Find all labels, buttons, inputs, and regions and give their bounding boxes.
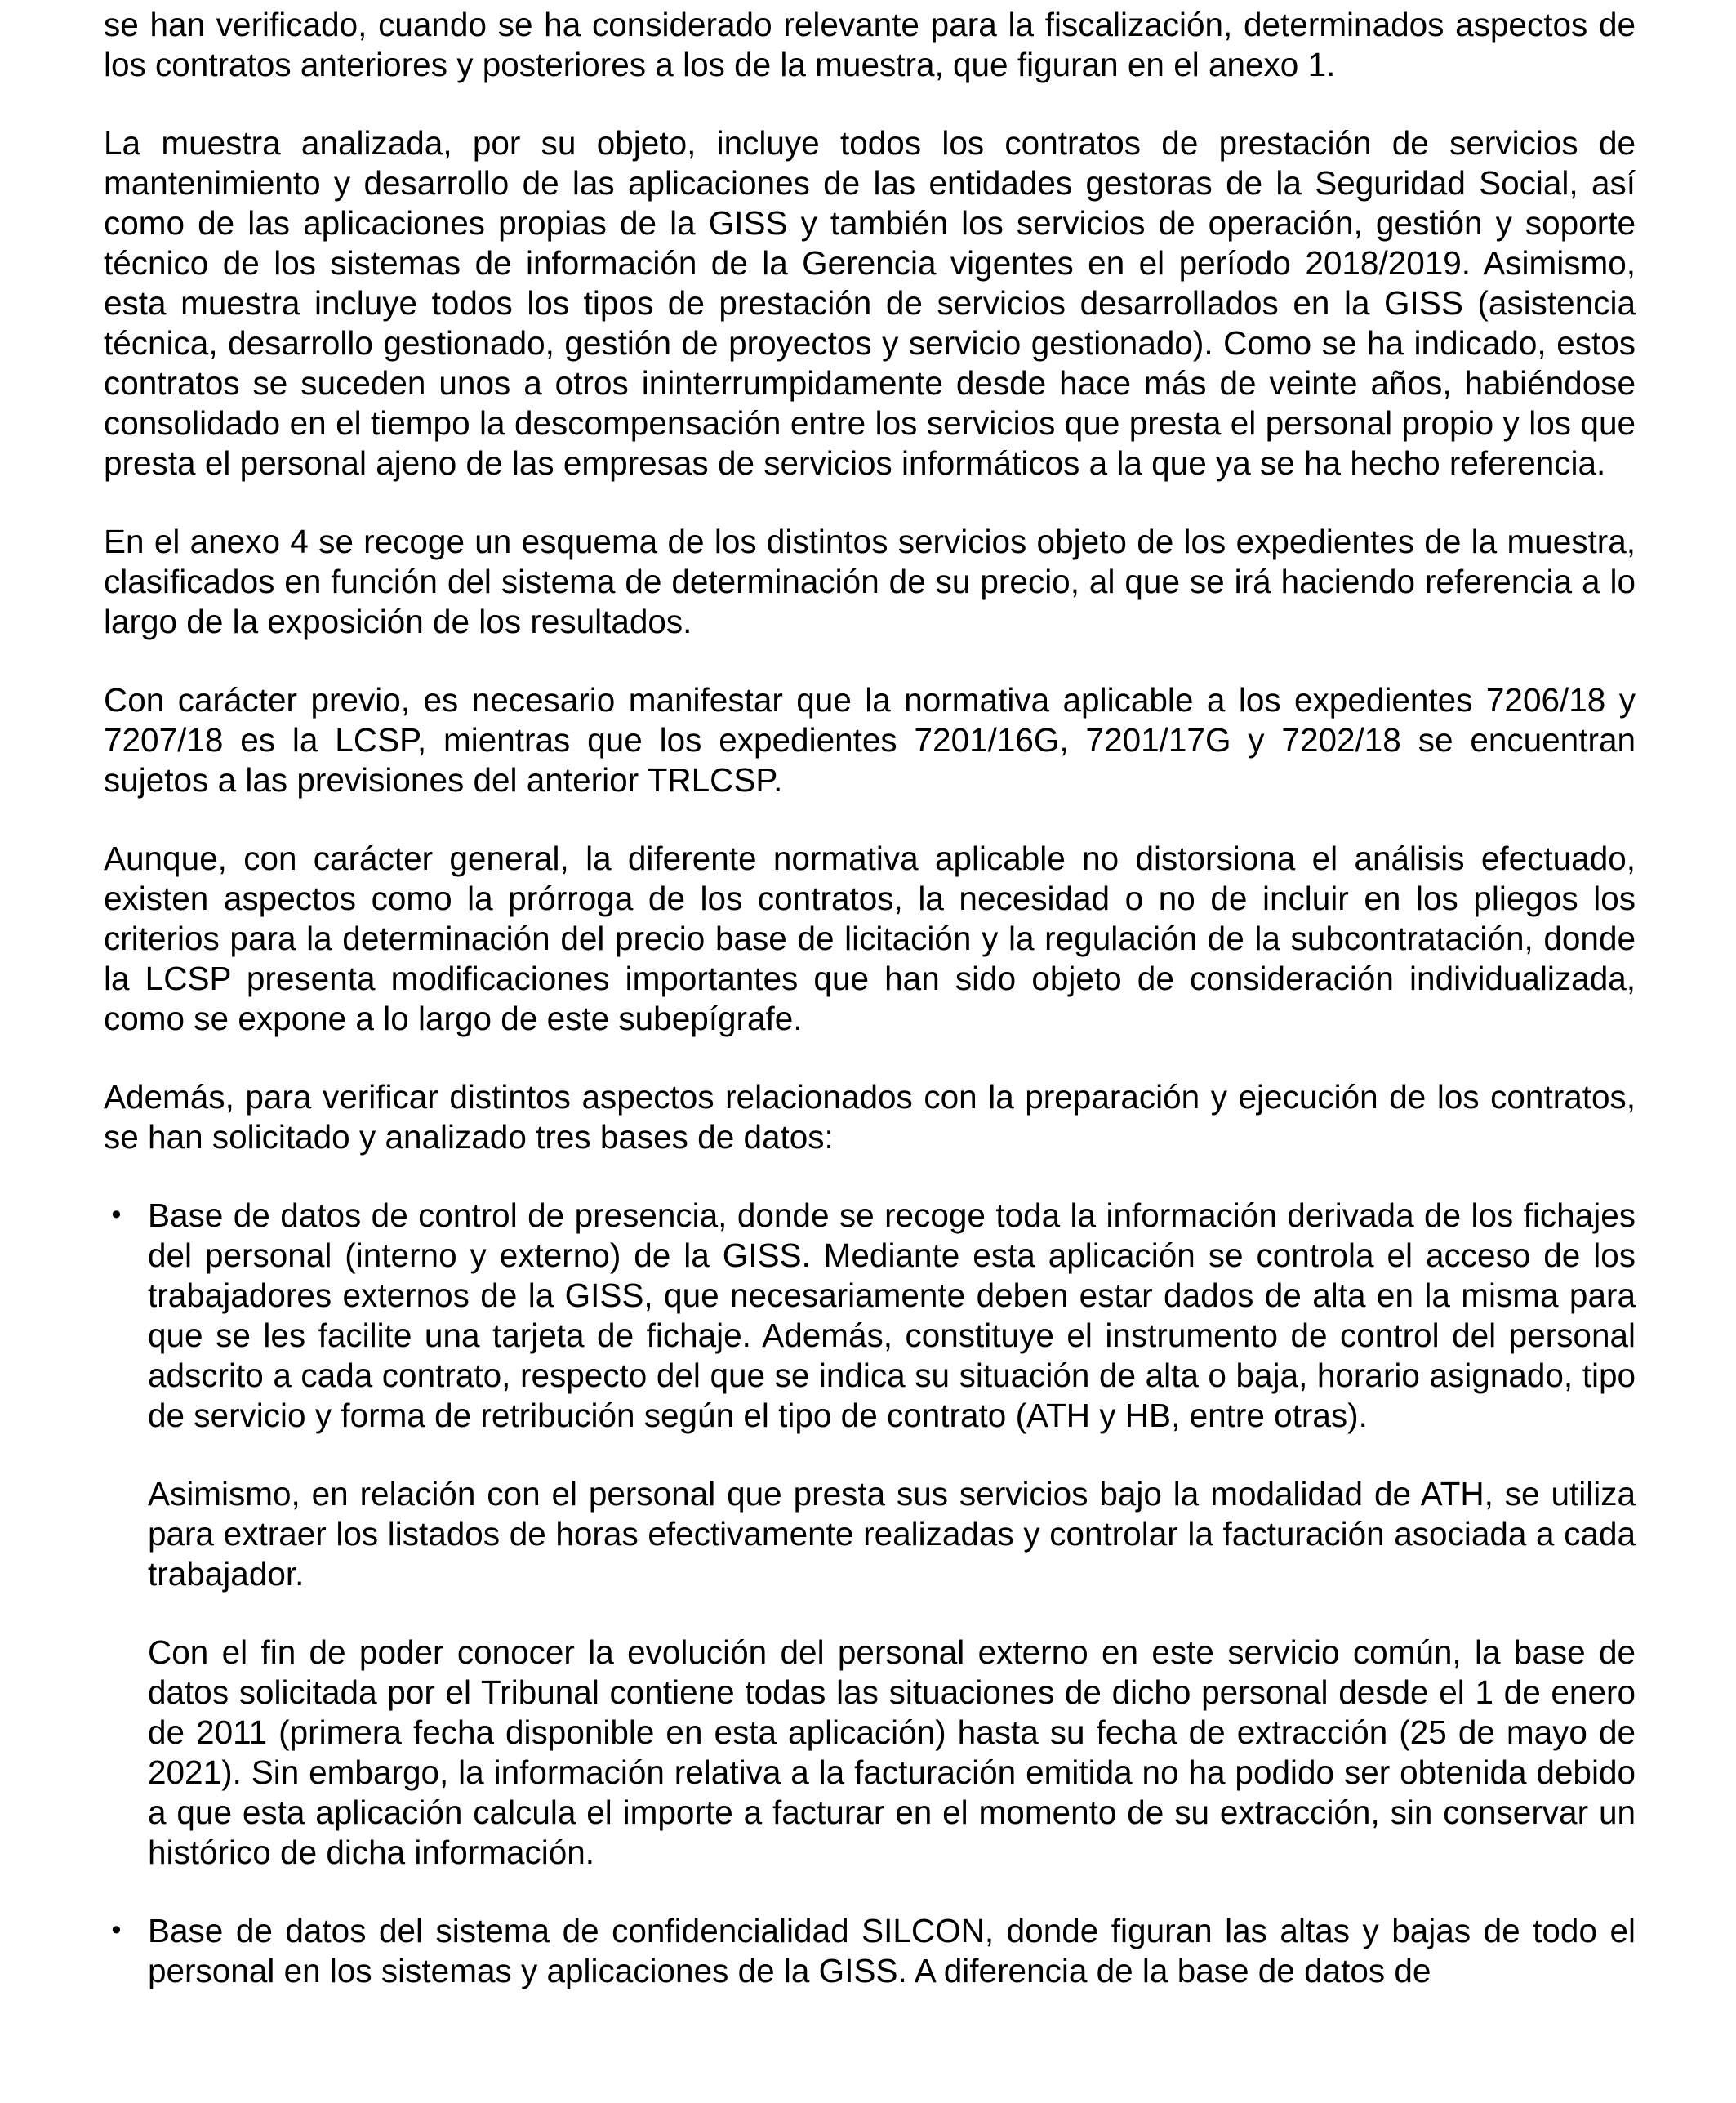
bullet-paragraph: Asimismo, en relación con el personal que presta sus servicios bajo la modalidad de ATH, se utiliza para extraer los listados de horas efectivamente realizadas y controlar la facturación asociada a cada trabajador.: [148, 1475, 1636, 1593]
list-item-control-presencia: [104, 1196, 1636, 1873]
bullet-icon: •: [109, 1915, 124, 1946]
paragraph-anexo-4: En el anexo 4 se recoge un esquema de los distintos servicios objeto de los expedientes de la muestra, clasificados en función del sistema de determinación de su precio, al que se irá haciendo referencia a lo largo de la exposición de los resultados.: [104, 523, 1636, 640]
bullet-paragraph: Base de datos del sistema de confidencialidad SILCON, donde figuran las altas y bajas de todo el personal en los sistemas y aplicaciones de la GISS. A diferencia de la base de datos de: [148, 1912, 1636, 1989]
paragraph-bases-de-datos: Además, para verificar distintos aspectos relacionados con la preparación y ejecución de los contratos, se han solicitado y analizado tres bases de datos:: [104, 1078, 1636, 1156]
document-page: [104, 5, 1636, 2029]
paragraph-muestra: La muestra analizada, por su objeto, incluye todos los contratos de prestación de servicios de mantenimiento y desarrollo de las aplicaciones de las entidades gestoras de la Seguridad Social, así como de las aplicaciones propias de la GISS y también los servicios de operación, gestión y soporte técnico de los sistemas de información de la Gerencia vigentes en el período 2018/2019. Asimismo, esta muestra incluye todos los tipos de prestación de servicios desarrollados en la GISS (asistencia técnica, desarrollo gestionado, gestión de proyectos y servicio gestionado). Como se ha indicado, estos contratos se suceden unos a otros ininterrumpidamente desde hace más de veinte años, habiéndose consolidado en el tiempo la descompensación entre los servicios que presta el personal propio y los que presta el personal ajeno de las empresas de servicios informáticos a la que ya se ha hecho referencia.: [104, 124, 1636, 482]
bullet-paragraph: Base de datos de control de presencia, donde se recoge toda la información derivada de los fichajes del personal (interno y externo) de la GISS. Mediante esta aplicación se controla el acceso de los trabajadores externos de la GISS, que necesariamente deben estar dados de alta en la misma para que se les facilite una tarjeta de fichaje. Además, constituye el instrumento de control del personal adscrito a cada contrato, respecto del que se indica su situación de alta o baja, horario asignado, tipo de servicio y forma de retribución según el tipo de contrato (ATH y HB, entre otras).: [148, 1196, 1636, 1434]
bullet-paragraph: Con el fin de poder conocer la evolución del personal externo en este servicio común, la base de datos solicitada por el Tribunal contiene todas las situaciones de dicho personal desde el 1 de enero de 2011 (primera fecha disponible en esta aplicación) hasta su fecha de extracción (25 de mayo de 2021). Sin embargo, la información relativa a la facturación emitida no ha podido ser obtenida debido a que esta aplicación calcula el importe a facturar en el momento de su extracción, sin conservar un histórico de dicha información.: [148, 1633, 1636, 1871]
paragraph-aunque: Aunque, con carácter general, la diferente normativa aplicable no distorsiona el análisis efectuado, existen aspectos como la prórroga de los contratos, la necesidad o no de incluir en los pliegos los criterios para la determinación del precio base de licitación y la regulación de la subcontratación, donde la LCSP presenta modificaciones importantes que han sido objeto de consideración individualizada, como se expone a lo largo de este subepígrafe.: [104, 840, 1636, 1037]
paragraph-normativa: Con carácter previo, es necesario manifestar que la normativa aplicable a los expedientes 7206/18 y 7207/18 es la LCSP, mientras que los expedientes 7201/16G, 7201/17G y 7202/18 se encuentran sujetos a las previsiones del anterior TRLCSP.: [104, 681, 1636, 799]
bullet-icon: •: [109, 1200, 124, 1231]
list-item-silcon: [104, 1911, 1636, 1991]
paragraph-intro: se han verificado, cuando se ha considerado relevante para la fiscalización, determinados aspectos de los contratos anteriores y posteriores a los de la muestra, que figuran en el anexo 1.: [104, 6, 1636, 83]
